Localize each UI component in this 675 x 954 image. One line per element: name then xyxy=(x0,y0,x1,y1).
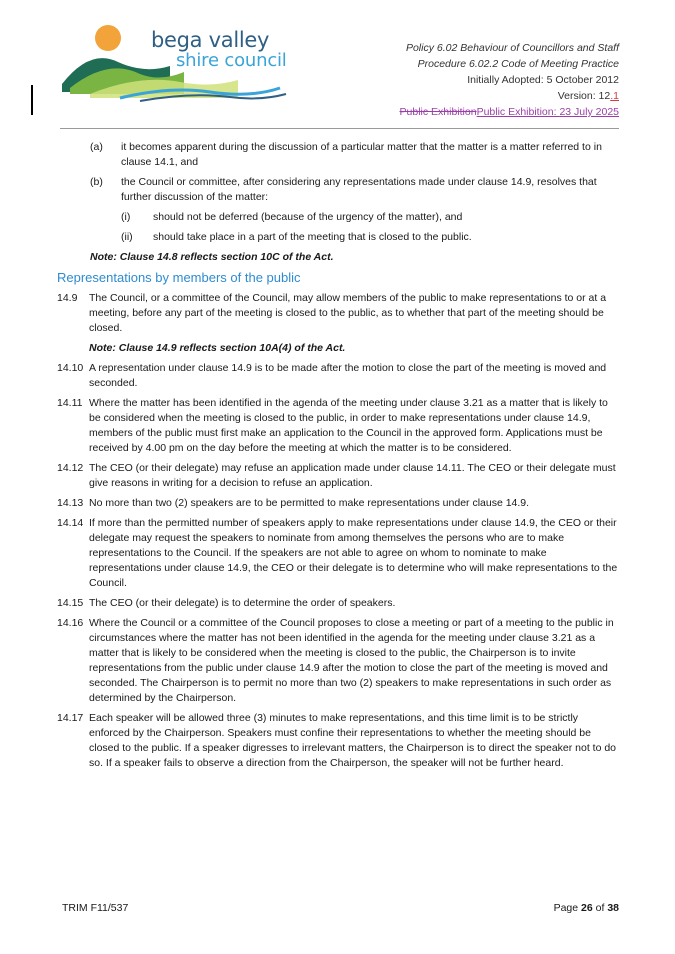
clause-14-16 xyxy=(57,616,619,706)
clause-number: 14.10 xyxy=(57,362,84,374)
clause-14-17 xyxy=(57,711,619,771)
clause-text: Each speaker will be allowed three (3) minutes to make representations, and this time limit is to be strictly enforced by the Chairperson. Speakers must confine their representations to whether the meeting should be closed to the public. If a speaker digresses to irrelevant matters, the Chairperson is to direct the speaker not to do so. If a speaker fails to observe a direction from the Chairperson, the speaker will not be further heard. xyxy=(89,712,617,769)
clause-14-13 xyxy=(57,496,619,511)
logo-text-shire-council: shire council xyxy=(176,50,287,71)
clause-14-10 xyxy=(57,361,619,391)
clause-number: 14.9 xyxy=(57,292,78,304)
clause-text: A representation under clause 14.9 is to be made after the motion to close the part of the meeting is moved and seconded. xyxy=(89,362,607,389)
version-inserted: .1 xyxy=(610,90,619,102)
trim-reference: TRIM F11/537 xyxy=(62,902,129,914)
council-logo xyxy=(60,22,290,102)
list-item xyxy=(121,210,619,225)
clause-number: 14.14 xyxy=(57,517,84,529)
version-line xyxy=(400,88,619,104)
clause-number: 14.17 xyxy=(57,712,84,724)
version-number: Version: 12 xyxy=(557,90,611,102)
section-heading: Representations by members of the public xyxy=(57,270,301,285)
policy-title: Policy 6.02 Behaviour of Councillors and Staff xyxy=(405,42,619,54)
clause-number: 14.16 xyxy=(57,617,84,629)
exhibition-deleted: Public Exhibition xyxy=(399,106,477,118)
item-label: (ii) xyxy=(121,231,133,243)
tracked-change-bar xyxy=(31,85,33,115)
clause-number: 14.13 xyxy=(57,497,84,509)
clause-text: The CEO (or their delegate) is to determine the order of speakers. xyxy=(89,597,396,609)
document-body xyxy=(0,140,675,776)
clause-14-9 xyxy=(57,291,619,336)
note-clause-14-9: Note: Clause 14.9 reflects section 10A(4) of the Act. xyxy=(89,342,346,354)
item-label: (i) xyxy=(121,211,131,223)
clause-text: If more than the permitted number of speakers apply to make representations under clause 14.9, the CEO or their delegate may request the speakers to nominate from among themselves the persons who are to make representations to the Council. If the speakers are not able to agree on whom to nominate to make representations under clause 14.9, the CEO or their delegate is to determine who will make representations to the Council. xyxy=(89,517,618,589)
clause-text: No more than two (2) speakers are to be permitted to make representations under clause 14.9. xyxy=(89,497,530,509)
note-clause-14-8: Note: Clause 14.8 reflects section 10C of the Act. xyxy=(90,251,334,263)
item-text: should not be deferred (because of the urgency of the matter), and xyxy=(153,211,463,223)
adopted-date: Initially Adopted: 5 October 2012 xyxy=(467,74,619,86)
item-text: it becomes apparent during the discussion of a particular matter that the matter is a matter referred to in clause 14.1, and xyxy=(121,141,602,168)
item-label: (b) xyxy=(90,176,103,188)
exhibition-line xyxy=(400,104,619,120)
clause-text: The Council, or a committee of the Council, may allow members of the public to make representations to or at a meeting, before any part of the meeting is closed to the public, as to whether that part of the meeting should be closed. xyxy=(89,292,607,334)
procedure-title: Procedure 6.02.2 Code of Meeting Practice xyxy=(417,58,619,70)
clause-number: 14.15 xyxy=(57,597,84,609)
exhibition-date: 23 July 2025 xyxy=(559,106,619,118)
logo-text-bega-valley: bega valley xyxy=(151,28,270,52)
item-text: should take place in a part of the meeting that is closed to the public. xyxy=(153,231,472,243)
current-page: 26 xyxy=(581,902,593,914)
clause-14-14 xyxy=(57,516,619,591)
clause-text: Where the matter has been identified in the agenda of the meeting under clause 3.21 as a matter that is likely to be considered when the meeting is closed to the public, in order to make representations under clause 14.9, members of the public must first make an application to the Council in the approved form. Applications must be received by 4.00 pm on the day before the meeting at which the matter is to be considered. xyxy=(89,397,608,454)
total-pages: 38 xyxy=(607,902,619,914)
clause-14-12 xyxy=(57,461,619,491)
clause-number: 14.11 xyxy=(57,397,83,409)
exhibition-inserted: Public Exhibition: xyxy=(476,106,560,118)
of-word: of xyxy=(592,902,608,914)
clause-text: Where the Council or a committee of the Council proposes to close a meeting or part of a meeting to the public in circumstances where the matter has not been identified in the agenda for the meeting under clause 3.21 as a matter that is likely to be considered when the meeting is closed to the public, the Chairperson is to invite representations from the public under clause 14.9 after the motion to close the part of the meeting is moved and seconded. The Chairperson is to permit no more than two (2) speakers to make representations in such order as determined by the Chairperson. xyxy=(89,617,614,704)
list-item xyxy=(90,175,619,205)
list-item xyxy=(90,140,619,170)
item-label: (a) xyxy=(90,141,103,153)
clause-number: 14.12 xyxy=(57,462,84,474)
clause-text: The CEO (or their delegate) may refuse an application made under clause 14.11. The CEO or their delegate must give reasons in writing for a decision to refuse an application. xyxy=(89,462,616,489)
clause-14-15 xyxy=(57,596,619,611)
clause-14-11 xyxy=(57,396,619,456)
document-header-info xyxy=(400,40,619,120)
list-item xyxy=(121,230,619,245)
page-number xyxy=(554,902,619,914)
page-word: Page xyxy=(553,902,582,914)
item-text: the Council or committee, after considering any representations made under clause 14.9, resolves that further discussion of the matter: xyxy=(121,176,597,203)
header-divider xyxy=(60,128,619,129)
